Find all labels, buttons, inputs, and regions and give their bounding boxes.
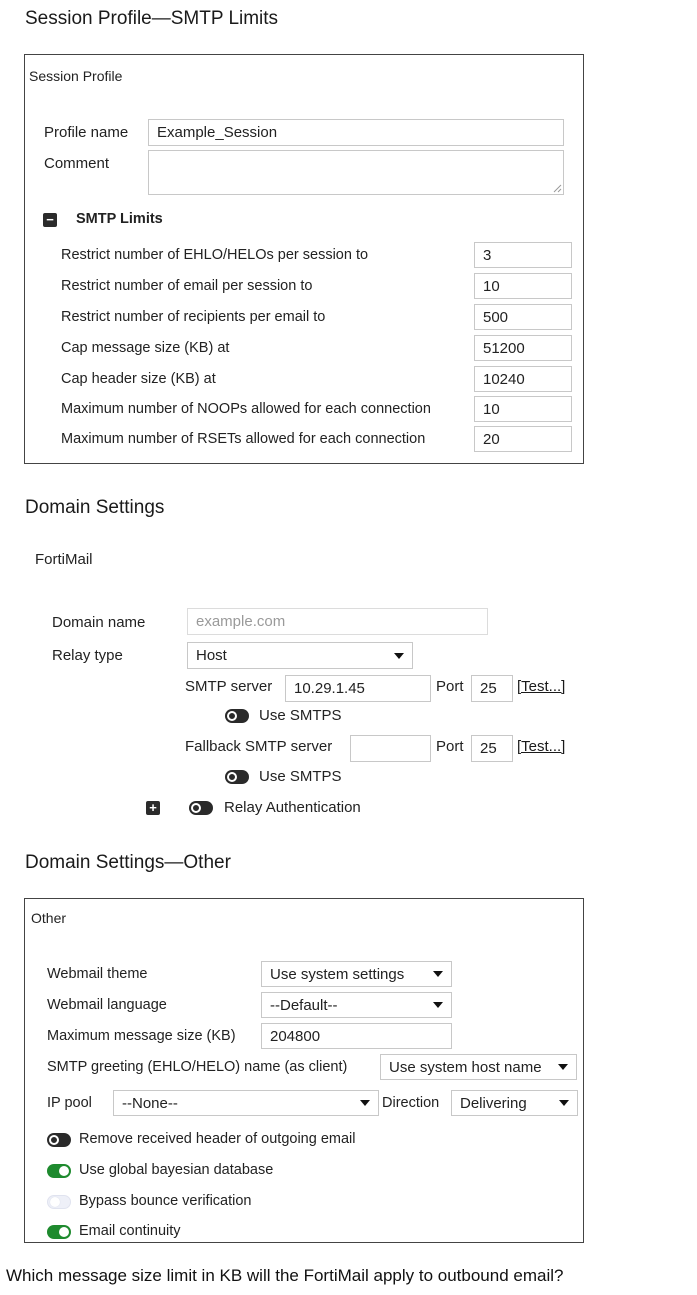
webmail-theme-select[interactable] xyxy=(261,961,452,987)
bypass-bounce-toggle[interactable] xyxy=(47,1195,71,1209)
bypass-bounce-label: Bypass bounce verification xyxy=(79,1193,252,1209)
profile-name-input[interactable]: Example_Session xyxy=(148,119,564,146)
smtp-server-input[interactable]: 10.29.1.45 xyxy=(285,675,431,702)
limit-noops-input[interactable]: 10 xyxy=(474,396,572,422)
domain-settings-heading: Domain Settings xyxy=(25,497,165,518)
fallback-use-smtps-label: Use SMTPS xyxy=(259,768,342,785)
ip-pool-select[interactable] xyxy=(113,1090,379,1116)
fallback-use-smtps-toggle[interactable] xyxy=(225,770,249,784)
relay-type-select[interactable] xyxy=(187,642,413,669)
limit-label: Restrict number of EHLO/HELOs per session to xyxy=(61,247,369,263)
limit-label: Cap header size (KB) at xyxy=(61,371,216,387)
fortimail-subtitle: FortiMail xyxy=(35,551,93,568)
use-smtps-label: Use SMTPS xyxy=(259,707,342,724)
limit-email-input[interactable]: 10 xyxy=(474,273,572,299)
limit-header-size-input[interactable]: 10240 xyxy=(474,366,572,392)
fallback-smtp-label: Fallback SMTP server xyxy=(185,738,333,755)
remove-received-header-toggle[interactable] xyxy=(47,1133,71,1147)
fallback-port-input[interactable]: 25 xyxy=(471,735,513,762)
email-continuity-label: Email continuity xyxy=(79,1223,181,1239)
direction-select[interactable] xyxy=(451,1090,578,1116)
webmail-theme-label: Webmail theme xyxy=(47,966,148,982)
limit-label: Maximum number of RSETs allowed for each connection xyxy=(61,431,426,447)
direction-label: Direction xyxy=(382,1095,440,1111)
limit-label: Cap message size (KB) at xyxy=(61,340,230,356)
collapse-icon[interactable]: − xyxy=(43,213,57,227)
max-message-size-label: Maximum message size (KB) xyxy=(47,1028,236,1044)
ip-pool-label: IP pool xyxy=(47,1095,92,1111)
test-link[interactable]: [Test...] xyxy=(517,678,566,695)
use-smtps-toggle[interactable] xyxy=(225,709,249,723)
smtp-limits-label: SMTP Limits xyxy=(76,211,163,227)
other-panel xyxy=(24,898,584,1243)
relay-authentication-label: Relay Authentication xyxy=(224,799,361,816)
chevron-down-icon xyxy=(394,653,404,659)
ip-pool-value: --None-- xyxy=(122,1094,178,1112)
fallback-test-link[interactable]: [Test...] xyxy=(517,738,566,755)
direction-value: Delivering xyxy=(460,1094,527,1112)
chevron-down-icon xyxy=(360,1100,370,1106)
chevron-down-icon xyxy=(433,971,443,977)
relay-type-label: Relay type xyxy=(52,647,123,664)
fallback-port-label: Port xyxy=(436,738,464,755)
global-bayesian-toggle[interactable] xyxy=(47,1164,71,1178)
domain-other-heading: Domain Settings—Other xyxy=(25,852,231,873)
max-message-size-input[interactable]: 204800 xyxy=(261,1023,452,1049)
session-profile-box-title: Session Profile xyxy=(29,68,123,84)
smtp-server-label: SMTP server xyxy=(185,678,273,695)
webmail-theme-value: Use system settings xyxy=(270,965,405,983)
webmail-language-value: --Default-- xyxy=(270,996,338,1014)
comment-textarea[interactable] xyxy=(148,150,564,195)
profile-name-label: Profile name xyxy=(44,124,129,141)
chevron-down-icon xyxy=(559,1100,569,1106)
global-bayesian-label: Use global bayesian database xyxy=(79,1162,274,1178)
smtp-greeting-select[interactable] xyxy=(380,1054,577,1080)
question-text: Which message size limit in KB will the FortiMail apply to outbound email? xyxy=(6,1266,564,1285)
limit-rsets-input[interactable]: 20 xyxy=(474,426,572,452)
relay-authentication-toggle[interactable] xyxy=(189,801,213,815)
relay-type-value: Host xyxy=(196,647,227,664)
limit-ehlo-input[interactable]: 3 xyxy=(474,242,572,268)
limit-label: Maximum number of NOOPs allowed for each connection xyxy=(61,401,431,417)
domain-name-input[interactable]: example.com xyxy=(187,608,488,635)
smtp-greeting-value: Use system host name xyxy=(389,1058,542,1076)
chevron-down-icon xyxy=(558,1064,568,1070)
smtp-port-input[interactable]: 25 xyxy=(471,675,513,702)
session-profile-heading: Session Profile—SMTP Limits xyxy=(25,8,279,29)
session-profile-panel xyxy=(24,54,584,464)
domain-name-label: Domain name xyxy=(52,614,146,631)
remove-received-header-label: Remove received header of outgoing email xyxy=(79,1131,356,1147)
smtp-greeting-label: SMTP greeting (EHLO/HELO) name (as client) xyxy=(47,1059,348,1075)
fallback-smtp-input[interactable] xyxy=(350,735,431,762)
limit-recipients-input[interactable]: 500 xyxy=(474,304,572,330)
webmail-language-select[interactable] xyxy=(261,992,452,1018)
comment-label: Comment xyxy=(44,155,110,172)
port-label: Port xyxy=(436,678,464,695)
chevron-down-icon xyxy=(433,1002,443,1008)
resize-grip-icon[interactable] xyxy=(553,184,562,193)
limit-label: Restrict number of email per session to xyxy=(61,278,313,294)
limit-message-size-input[interactable]: 51200 xyxy=(474,335,572,361)
email-continuity-toggle[interactable] xyxy=(47,1225,71,1239)
webmail-language-label: Webmail language xyxy=(47,997,167,1013)
expand-icon[interactable]: + xyxy=(146,801,160,815)
other-box-title: Other xyxy=(31,910,67,926)
limit-label: Restrict number of recipients per email to xyxy=(61,309,326,325)
